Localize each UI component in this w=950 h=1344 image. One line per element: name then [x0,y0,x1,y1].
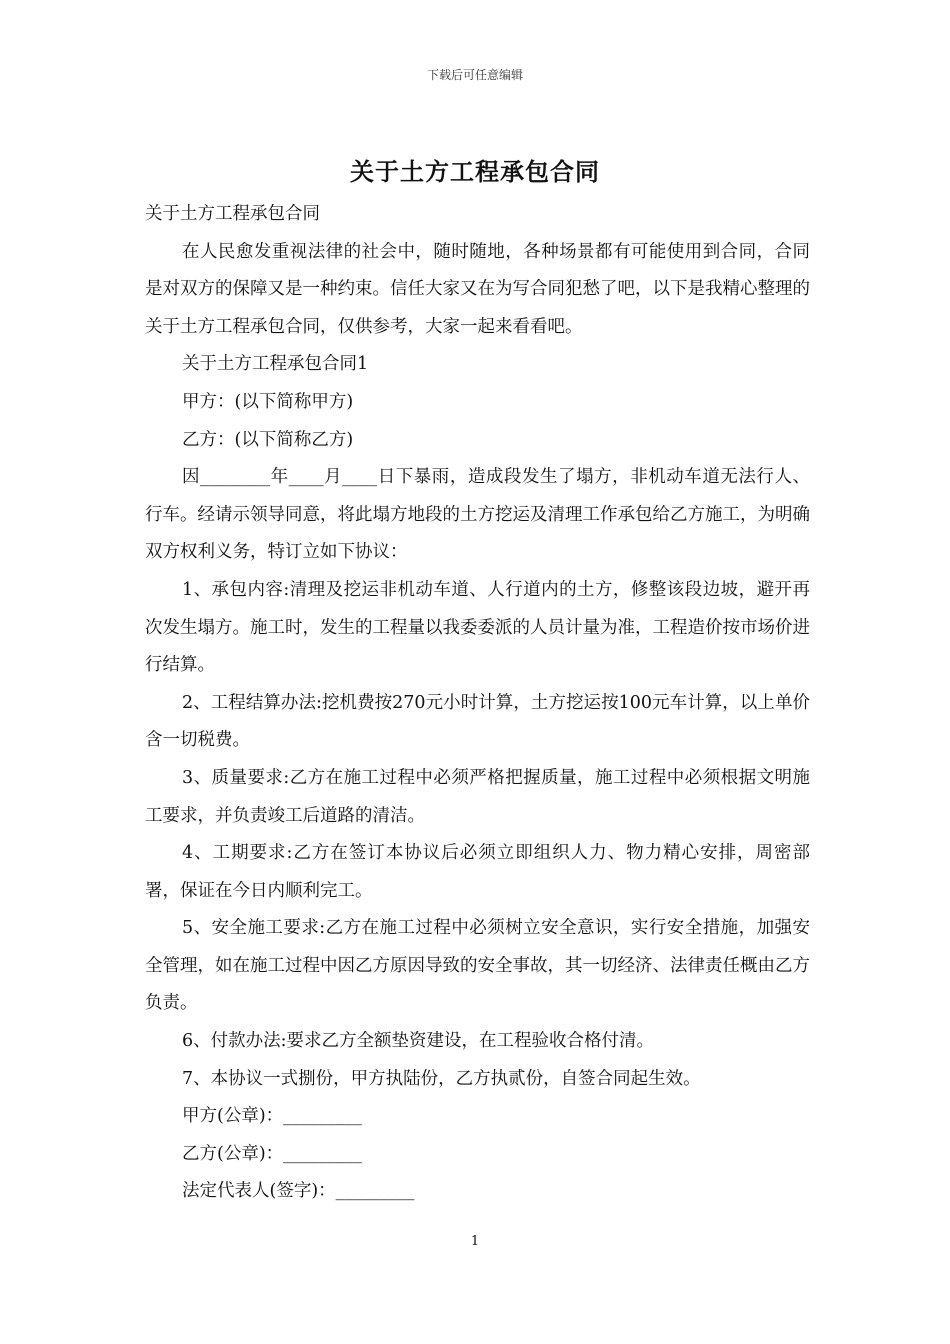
clause-3: 3、质量要求:乙方在施工过程中必须严格把握质量，施工过程中必须根据文明施工要求，并负责竣工后道路的清洁。 [145,767,810,826]
page-number: 1 [470,1234,480,1249]
document-title: 关于土方工程承包合同 [350,157,600,186]
clause-6: 6、付款办法:要求乙方全额垫资建设，在工程验收合格付清。 [182,1031,655,1052]
signature-party-b: 乙方(公章)：_________ [182,1143,362,1164]
page-header-note: 下载后可任意编辑 [426,68,523,82]
document-body [145,196,810,1211]
paragraph-background: 因________年____月____日下暴雨，造成段发生了塌方，非机动车道无法行人、行车。经请示领导同意，将此塌方地段的土方挖运及清理工作承包给乙方施工，为明确双方权利义务，特订立如下协议： [145,467,810,563]
signature-party-a: 甲方(公章)：_________ [182,1106,362,1127]
paragraph-intro: 在人民愈发重视法律的社会中，随时随地，各种场景都有可能使用到合同，合同是对双方的保障又是一种约束。信任大家又在为写合同犯愁了吧，以下是我精心整理的关于土方工程承包合同，仅供参考，大家一起来看看吧。 [145,241,810,337]
clause-5: 5、安全施工要求:乙方在施工过程中必须树立安全意识，实行安全措施，加强安全管理，如在施工过程中因乙方原因导致的安全事故，其一切经济、法律责任概由乙方负责。 [145,918,810,1014]
paragraph-party-a: 甲方：(以下简称甲方) [182,391,354,412]
paragraph-contract-heading: 关于土方工程承包合同1 [182,354,369,375]
document-subtitle: 关于土方工程承包合同 [145,204,320,224]
clause-2: 2、工程结算办法:挖机费按270元小时计算，土方挖运按100元车计算，以上单价含一切税费。 [145,692,810,751]
clause-7: 7、本协议一式捌份，甲方执陆份，乙方执贰份，自签合同起生效。 [182,1068,701,1089]
clause-1: 1、承包内容:清理及挖运非机动车道、人行道内的土方，修整该段边坡，避开再次发生塌方。施工时，发生的工程量以我委委派的人员计量为准，工程造价按市场价进行结算。 [145,579,810,676]
paragraph-party-b: 乙方：(以下简称乙方) [182,429,354,450]
signature-legal-rep: 法定代表人(签字)：_________ [182,1181,415,1202]
clause-4: 4、工期要求:乙方在签订本协议后必须立即组织人力、物力精心安排，周密部署，保证在今日内顺利完工。 [145,843,810,901]
